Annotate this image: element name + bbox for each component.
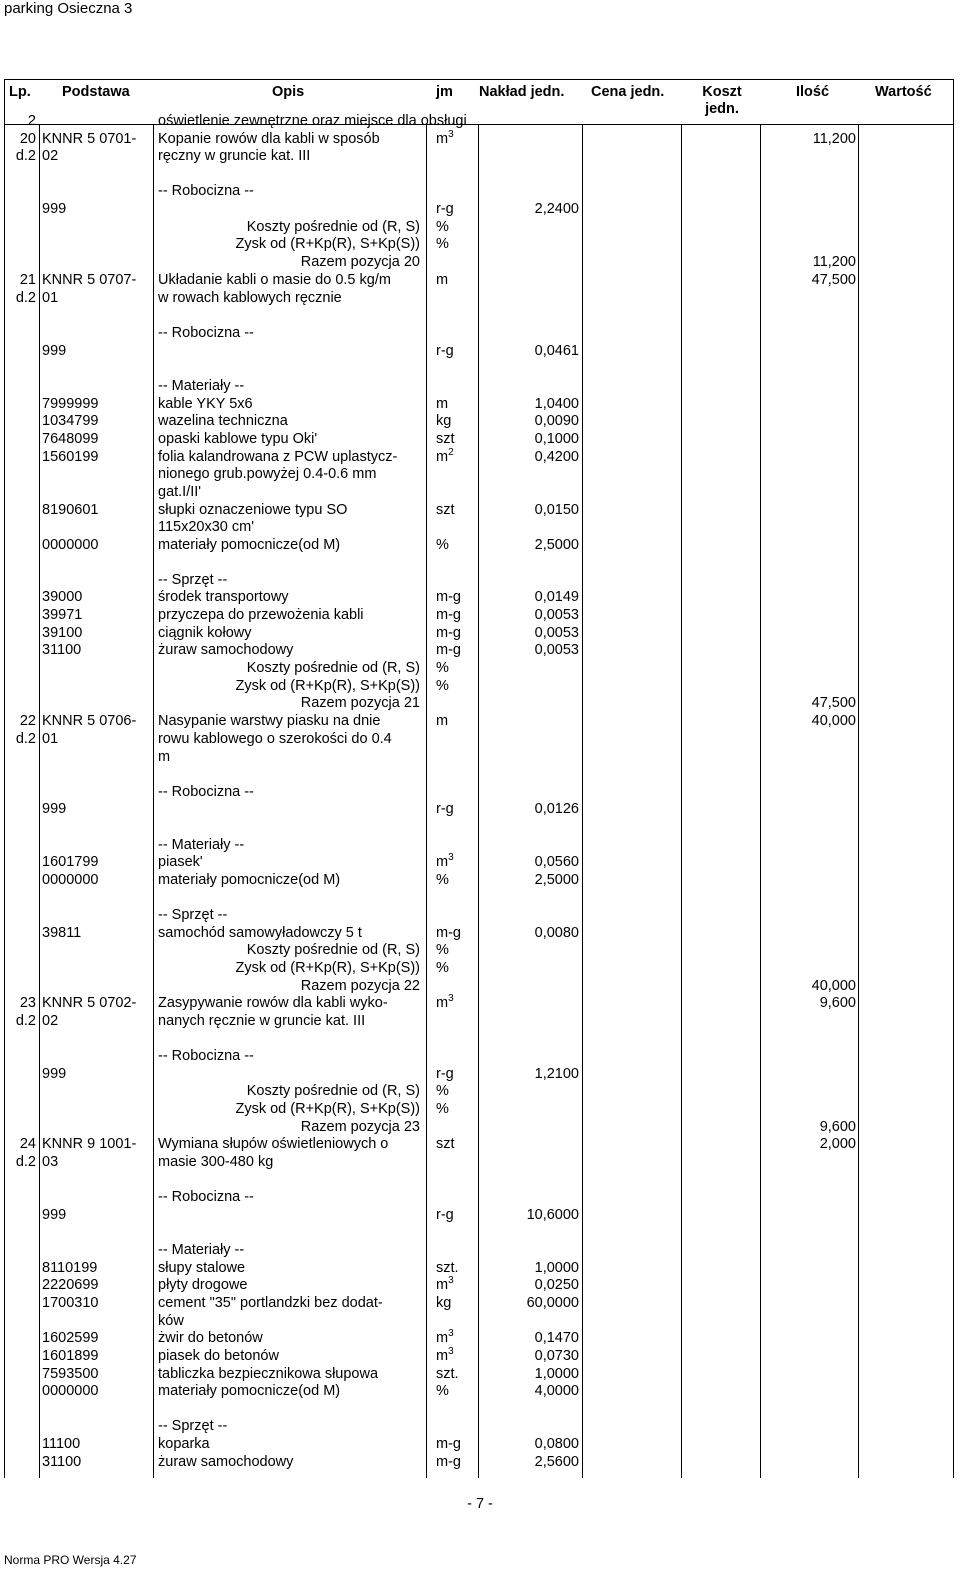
row-code: 7999999 [42,396,99,412]
row-unit: m-g [436,589,461,605]
row-summary: Zysk od (R+Kp(R), S+Kp(S)) [235,236,420,252]
row-unit: % [436,960,449,976]
row-section-heading: -- Robocizna -- [158,1048,254,1064]
row-lp: 24 [19,1136,36,1152]
row-norm: 60,0000 [526,1295,579,1311]
row-norm: 1,2100 [534,1066,579,1082]
row-basis: KNNR 5 0706- [42,713,137,729]
row-code: 31100 [42,642,82,658]
row-description: materiały pomocnicze(od M) [158,872,341,888]
row-section-heading: -- Materiały -- [158,1242,245,1258]
row-unit: m-g [436,925,461,941]
row-code: 999 [42,1207,67,1223]
row-description: w rowach kablowych ręcznie [158,290,342,306]
row-description: Wymiana słupów oświetleniowych o [158,1136,389,1152]
row-description: masie 300-480 kg [158,1154,274,1170]
row-description: ciągnik kołowy [158,625,252,641]
column-header-cena: Cena jedn. [591,84,665,100]
row-unit: $m^2$ [436,447,454,465]
row-norm: 0,0053 [534,642,579,658]
row-section-heading: -- Materiały -- [158,378,245,394]
row-code: 999 [42,201,67,217]
row-unit: m-g [436,625,461,641]
row-description: Układanie kabli o masie do 0.5 kg/m [158,272,391,288]
row-description: wazelina techniczna [158,413,288,429]
row-quantity: 2,000 [819,1136,856,1152]
row-description: słupki oznaczeniowe typu SO [158,502,348,518]
row-code: 1601799 [42,854,99,870]
row-code: 8110199 [42,1260,98,1276]
row-norm: 2,2400 [534,201,579,217]
row-lp: d.2 [15,731,36,747]
frame-basis [153,124,154,1478]
row-summary: Zysk od (R+Kp(R), S+Kp(S)) [235,960,420,976]
row-norm: 4,0000 [534,1383,579,1399]
row-description: środek transportowy [158,589,289,605]
row-summary: Koszty pośrednie od (R, S) [246,219,420,235]
row-unit: szt [436,502,455,518]
row-norm: 2,5000 [534,537,579,553]
row-unit: r-g [436,201,454,217]
row-summary: Razem pozycja 21 [300,695,420,711]
row-norm: 0,0150 [534,502,579,518]
frame-norm [582,124,583,1478]
row-lp: 20 [19,131,36,147]
row-code: 0000000 [42,1383,99,1399]
row-description: żuraw samochodowy [158,1454,294,1470]
row-unit: r-g [436,1066,454,1082]
row-description: oświetlenie zewnętrzne oraz miejsce dla obsługi [158,113,467,129]
row-basis: KNNR 5 0702- [42,995,137,1011]
row-lp: d.2 [15,290,36,306]
row-description: Nasypanie warstwy piasku na dnie [158,713,381,729]
row-unit: $m^3$ [436,852,454,870]
row-section-heading: -- Robocizna -- [158,1189,254,1205]
row-quantity: 11,200 [812,254,856,270]
row-norm: 0,4200 [534,449,579,465]
row-description: cement "35" portlandzki bez dodat- [158,1295,383,1311]
column-header-wartosc: Wartość [875,84,932,100]
row-norm: 0,0080 [534,925,579,941]
row-unit: m [436,272,449,288]
row-unit: szt. [436,1260,459,1276]
row-unit: % [436,678,449,694]
row-description: piasek' [158,854,203,870]
row-unit: m-g [436,1436,461,1452]
row-description: koparka [158,1436,210,1452]
row-quantity: 40,000 [811,978,856,994]
row-unit: % [436,1383,449,1399]
row-norm: 0,0730 [534,1348,579,1364]
row-code: 0000000 [42,872,99,888]
row-lp: 22 [19,713,36,729]
frame-cost [760,124,761,1478]
row-code: 999 [42,343,67,359]
row-norm: 10,6000 [526,1207,579,1223]
row-unit: m [436,713,449,729]
row-summary: Zysk od (R+Kp(R), S+Kp(S)) [235,678,420,694]
row-unit: % [436,660,449,676]
row-unit: r-g [436,801,454,817]
row-quantity: 9,600 [819,995,856,1011]
row-norm: 0,0090 [534,413,579,429]
row-code: 999 [42,801,67,817]
row-norm: 1,0400 [534,396,579,412]
row-description: Zasypywanie rowów dla kabli wyko- [158,995,388,1011]
row-unit: % [436,537,449,553]
row-norm: 0,0560 [534,854,579,870]
row-code: 1602599 [42,1330,99,1346]
row-description: ręczny w gruncie kat. III [158,148,311,164]
row-quantity: 40,000 [811,713,856,729]
row-description: Kopanie rowów dla kabli w sposób [158,131,380,147]
row-unit: % [436,219,449,235]
column-header-podstawa: Podstawa [62,84,130,100]
row-unit: % [436,942,449,958]
row-basis: KNNR 9 1001- [42,1136,137,1152]
row-section-heading: -- Materiały -- [158,837,245,853]
row-code: 7593500 [42,1366,99,1382]
row-description: nanych ręcznie w gruncie kat. III [158,1013,366,1029]
row-quantity: 11,200 [812,131,856,147]
column-header-opis: Opis [272,84,305,100]
row-description: opaski kablowe typu Oki' [158,431,318,447]
row-code: 8190601 [42,502,99,518]
row-description: żuraw samochodowy [158,642,294,658]
row-basis: KNNR 5 0707- [42,272,137,288]
column-header-naklad: Nakład jedn. [479,84,565,100]
row-unit: % [436,236,449,252]
row-code: 31100 [42,1454,82,1470]
row-unit: szt [436,1136,455,1152]
row-description: gat.I/II' [158,484,202,500]
row-description: tabliczka bezpiecznikowa słupowa [158,1366,379,1382]
row-unit: kg [436,413,452,429]
document-title: parking Osieczna 3 [4,0,133,17]
row-basis: 03 [42,1154,59,1170]
frame-left [4,124,5,1478]
row-lp: 21 [19,272,36,288]
row-summary: Razem pozycja 23 [300,1119,420,1135]
row-code: 7648099 [42,431,99,447]
row-norm: 0,0800 [534,1436,579,1452]
row-summary: Koszty pośrednie od (R, S) [246,942,420,958]
row-norm: 1,0000 [534,1366,579,1382]
row-code: 1560199 [42,449,99,465]
row-summary: Razem pozycja 22 [300,978,420,994]
row-code: 39811 [42,925,82,941]
column-header-lp: Lp. [9,84,31,100]
row-basis: 02 [42,148,59,164]
row-description: płyty drogowe [158,1277,248,1293]
row-section-heading: -- Robocizna -- [158,325,254,341]
row-description: materiały pomocnicze(od M) [158,1383,341,1399]
row-basis: 01 [42,731,59,747]
row-unit: $m^3$ [436,1328,454,1346]
row-description: kable YKY 5x6 [158,396,253,412]
row-norm: 0,0461 [534,343,579,359]
row-code: 39000 [42,589,83,605]
column-header-ilosc: Ilość [796,84,830,100]
row-code: 1601899 [42,1348,99,1364]
row-norm: 0,0053 [534,625,579,641]
row-norm: 0,0250 [534,1277,579,1293]
page-number: - 7 - [467,1496,493,1512]
row-description: przyczepa do przewożenia kabli [158,607,364,623]
row-unit: szt. [436,1366,459,1382]
row-description: słupy stalowe [158,1260,246,1276]
row-basis: 01 [42,290,59,306]
row-lp: d.2 [15,1013,36,1029]
row-norm: 0,1470 [534,1330,579,1346]
row-basis: KNNR 5 0701- [42,131,137,147]
row-description: ków [158,1313,184,1329]
row-summary: Koszty pośrednie od (R, S) [246,660,420,676]
row-description: żwir do betonów [158,1330,263,1346]
row-lp: 23 [19,995,36,1011]
footer-note: Norma PRO Wersja 4.27 [4,1553,137,1567]
row-section-heading: -- Robocizna -- [158,183,254,199]
row-unit: $m^3$ [436,129,454,147]
row-unit: $m^3$ [436,1346,454,1364]
row-norm: 2,5600 [534,1454,579,1470]
row-unit: r-g [436,1207,454,1223]
row-norm: 0,0126 [534,801,579,817]
row-norm: 1,0000 [534,1260,579,1276]
row-unit: m-g [436,642,461,658]
row-section-heading: -- Robocizna -- [158,784,254,800]
row-unit: % [436,872,449,888]
row-section-heading: -- Sprzęt -- [158,907,228,923]
row-unit: szt [436,431,455,447]
row-unit: % [436,1101,449,1117]
row-norm: 0,0053 [534,607,579,623]
row-description: nionego grub.powyżej 0.4-0.6 mm [158,466,377,482]
row-description: 115x20x30 cm' [158,519,254,535]
row-quantity: 9,600 [819,1119,856,1135]
row-unit: % [436,1083,449,1099]
row-description: piasek do betonów [158,1348,279,1364]
row-code: 1700310 [42,1295,99,1311]
row-section-heading: -- Sprzęt -- [158,1418,228,1434]
row-lp: d.2 [15,1154,36,1170]
row-code: 1034799 [42,413,99,429]
row-code: 39971 [42,607,83,623]
row-section-heading: -- Sprzęt -- [158,572,228,588]
row-unit: r-g [436,343,454,359]
row-unit: $m^3$ [436,1275,454,1293]
row-summary: Razem pozycja 20 [300,254,420,270]
row-summary: Zysk od (R+Kp(R), S+Kp(S)) [235,1101,420,1117]
frame-lp [39,124,40,1478]
frame-desc [426,124,427,1478]
row-norm: 2,5000 [534,872,579,888]
row-quantity: 47,500 [811,272,856,288]
row-norm: 0,1000 [534,431,579,447]
row-unit: kg [436,1295,452,1311]
row-code: 11100 [42,1436,81,1452]
row-lp: d.2 [15,148,36,164]
frame-unit [478,124,479,1478]
row-code: 0000000 [42,537,99,553]
row-description: rowu kablowego o szerokości do 0.4 [158,731,392,747]
row-unit: m [436,396,449,412]
row-unit: m-g [436,607,461,623]
row-basis: 02 [42,1013,59,1029]
frame-right [953,124,954,1478]
row-unit: m-g [436,1454,461,1470]
row-norm: 0,0149 [534,589,579,605]
row-summary: Koszty pośrednie od (R, S) [246,1083,420,1099]
frame-price [681,124,682,1478]
row-description: folia kalandrowana z PCW uplastycz- [158,449,398,465]
row-code: 2220699 [42,1277,99,1293]
row-code: 39100 [42,625,83,641]
row-code: 999 [42,1066,67,1082]
frame-qty [858,124,859,1478]
column-header-koszt: Koszt jedn. [702,84,742,117]
row-description: materiały pomocnicze(od M) [158,537,341,553]
row-description: samochód samowyładowczy 5 t [158,925,362,941]
row-quantity: 47,500 [811,695,856,711]
column-header-jm: jm [436,84,453,100]
row-unit: $m^3$ [436,993,454,1011]
row-lp: 2 [27,113,36,129]
row-description: m [158,749,171,765]
